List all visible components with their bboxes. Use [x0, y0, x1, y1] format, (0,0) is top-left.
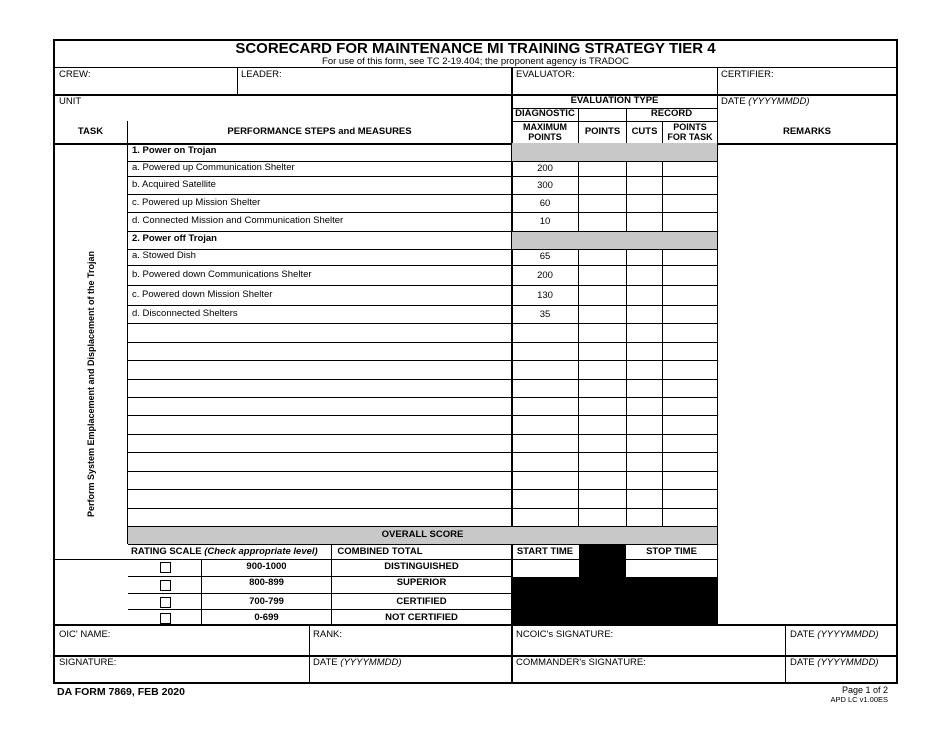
- rating-checkbox-certified[interactable]: [160, 597, 171, 608]
- evaluation-type-label: EVALUATION TYPE: [570, 95, 659, 106]
- step-row-3: b. Acquired Satellite: [132, 179, 216, 190]
- rating-checkbox-superior[interactable]: [160, 580, 171, 591]
- evaluator-label: EVALUATOR:: [516, 69, 575, 80]
- task-name: Perform System Emplacement and Displacement of the Trojan: [86, 250, 96, 518]
- form-title: SCORECARD FOR MAINTENANCE MI TRAINING STRATEGY TIER 4: [235, 40, 716, 57]
- task-header: TASK: [77, 126, 104, 137]
- max-points-header-line2: POINTS: [528, 132, 562, 142]
- rating-range-3: 700-799: [249, 596, 284, 607]
- commander-date-text: DATE: [790, 657, 815, 668]
- step-row-5: d. Connected Mission and Communication Shelter: [132, 215, 344, 226]
- step-row-8: b. Powered down Communications Shelter: [132, 269, 312, 280]
- remarks-header: REMARKS: [782, 126, 832, 137]
- max-points-2: 200: [537, 163, 553, 174]
- ncoic-date-text: DATE: [790, 629, 815, 640]
- form-version: APD LC v1.00ES: [830, 695, 888, 704]
- step-row-7: a. Stowed Dish: [132, 250, 196, 261]
- cuts-header: CUTS: [631, 126, 658, 137]
- start-time-field[interactable]: [513, 560, 578, 578]
- rating-scale-label: [131, 546, 318, 558]
- step-row-6: 2. Power off Trojan: [132, 233, 217, 244]
- points-for-task-header: [663, 122, 717, 142]
- signature-field[interactable]: [54, 657, 309, 683]
- leader-field[interactable]: [238, 68, 511, 94]
- page-number: Page 1 of 2: [841, 685, 888, 695]
- commander-signature-field[interactable]: [513, 657, 785, 683]
- points-header: POINTS: [584, 126, 621, 137]
- rank-label: RANK:: [313, 629, 343, 640]
- step-row-1: 1. Power on Trojan: [132, 145, 217, 156]
- unit-field[interactable]: [54, 96, 511, 121]
- step-row-2: a. Powered up Communication Shelter: [132, 162, 295, 173]
- commander-date-field[interactable]: [786, 657, 896, 683]
- date-format: (YYYYMMDD): [748, 96, 810, 107]
- leader-label: LEADER:: [241, 69, 282, 80]
- signature-date-field[interactable]: [310, 657, 511, 683]
- section-shade-2: [512, 231, 717, 249]
- certifier-field[interactable]: [718, 68, 896, 94]
- rank-field[interactable]: [310, 626, 511, 655]
- rating-range-1: 900-1000: [246, 561, 287, 572]
- date-label-text: DATE: [721, 96, 746, 107]
- max-points-8: 200: [537, 270, 553, 281]
- max-points-header: [512, 122, 578, 142]
- crew-label: CREW:: [59, 69, 91, 80]
- signature-label: SIGNATURE:: [59, 657, 117, 668]
- oic-name-label: OIC' NAME:: [59, 629, 111, 640]
- section-shade-1: [512, 143, 717, 161]
- crew-field[interactable]: [54, 68, 237, 94]
- rating-name-3: CERTIFIED: [396, 596, 447, 607]
- max-points-9: 130: [537, 290, 553, 301]
- ncoic-date-field[interactable]: [786, 626, 896, 655]
- signature-date-text: DATE: [313, 657, 338, 668]
- stop-time-label: STOP TIME: [646, 546, 697, 557]
- rating-range-2: 800-899: [249, 577, 284, 588]
- evaluator-field[interactable]: [513, 68, 717, 94]
- form-number: DA FORM 7869, FEB 2020: [57, 686, 185, 698]
- overall-score-label: OVERALL SCORE: [381, 529, 464, 540]
- ncoic-signature-label: NCOIC's SIGNATURE:: [516, 629, 614, 640]
- rating-range-4: 0-699: [254, 612, 279, 623]
- rating-scale-note: (Check appropriate level): [204, 546, 318, 557]
- rating-scale-title: RATING SCALE: [131, 546, 202, 557]
- step-row-4: c. Powered up Mission Shelter: [132, 197, 261, 208]
- ncoic-date-format: (YYYYMMDD): [817, 629, 879, 640]
- step-row-10: d. Disconnected Shelters: [132, 308, 238, 319]
- max-points-7: 65: [539, 251, 551, 262]
- black-block-lower: [512, 577, 717, 624]
- commander-date-format: (YYYYMMDD): [817, 657, 879, 668]
- step-row-9: c. Powered down Mission Shelter: [132, 289, 273, 300]
- steps-header: PERFORMANCE STEPS and MEASURES: [227, 126, 412, 137]
- max-points-header-line1: MAXIMUM: [523, 122, 567, 132]
- max-points-5: 10: [539, 216, 551, 227]
- unit-label: UNIT: [59, 96, 82, 107]
- commander-signature-label: COMMANDER's SIGNATURE:: [516, 657, 646, 668]
- rating-checkbox-not-certified[interactable]: [160, 613, 171, 624]
- max-points-10: 35: [539, 309, 551, 320]
- ncoic-signature-field[interactable]: [513, 626, 785, 655]
- oic-name-field[interactable]: [54, 626, 309, 655]
- rating-name-4: NOT CERTIFIED: [385, 612, 458, 623]
- rating-name-1: DISTINGUISHED: [384, 561, 459, 572]
- points-for-task-header-line1: POINTS: [673, 122, 707, 132]
- certifier-label: CERTIFIER:: [721, 69, 774, 80]
- signature-date-format: (YYYYMMDD): [340, 657, 402, 668]
- time-black-block: [579, 544, 626, 578]
- form-subtitle: For use of this form, see TC 2-19.404; the proponent agency is TRADOC: [322, 56, 629, 67]
- rating-checkbox-distinguished[interactable]: [160, 562, 171, 573]
- points-for-task-header-line2: FOR TASK: [667, 132, 713, 142]
- rating-name-2: SUPERIOR: [396, 577, 447, 588]
- record-label: RECORD: [650, 108, 693, 119]
- max-points-4: 60: [539, 198, 551, 209]
- diagnostic-label: DIAGNOSTIC: [515, 108, 575, 119]
- diagnostic-checkbox[interactable]: [579, 109, 626, 121]
- combined-total-label: COMBINED TOTAL: [337, 546, 423, 557]
- stop-time-field[interactable]: [627, 560, 717, 578]
- max-points-3: 300: [537, 180, 553, 191]
- start-time-label: START TIME: [516, 546, 574, 557]
